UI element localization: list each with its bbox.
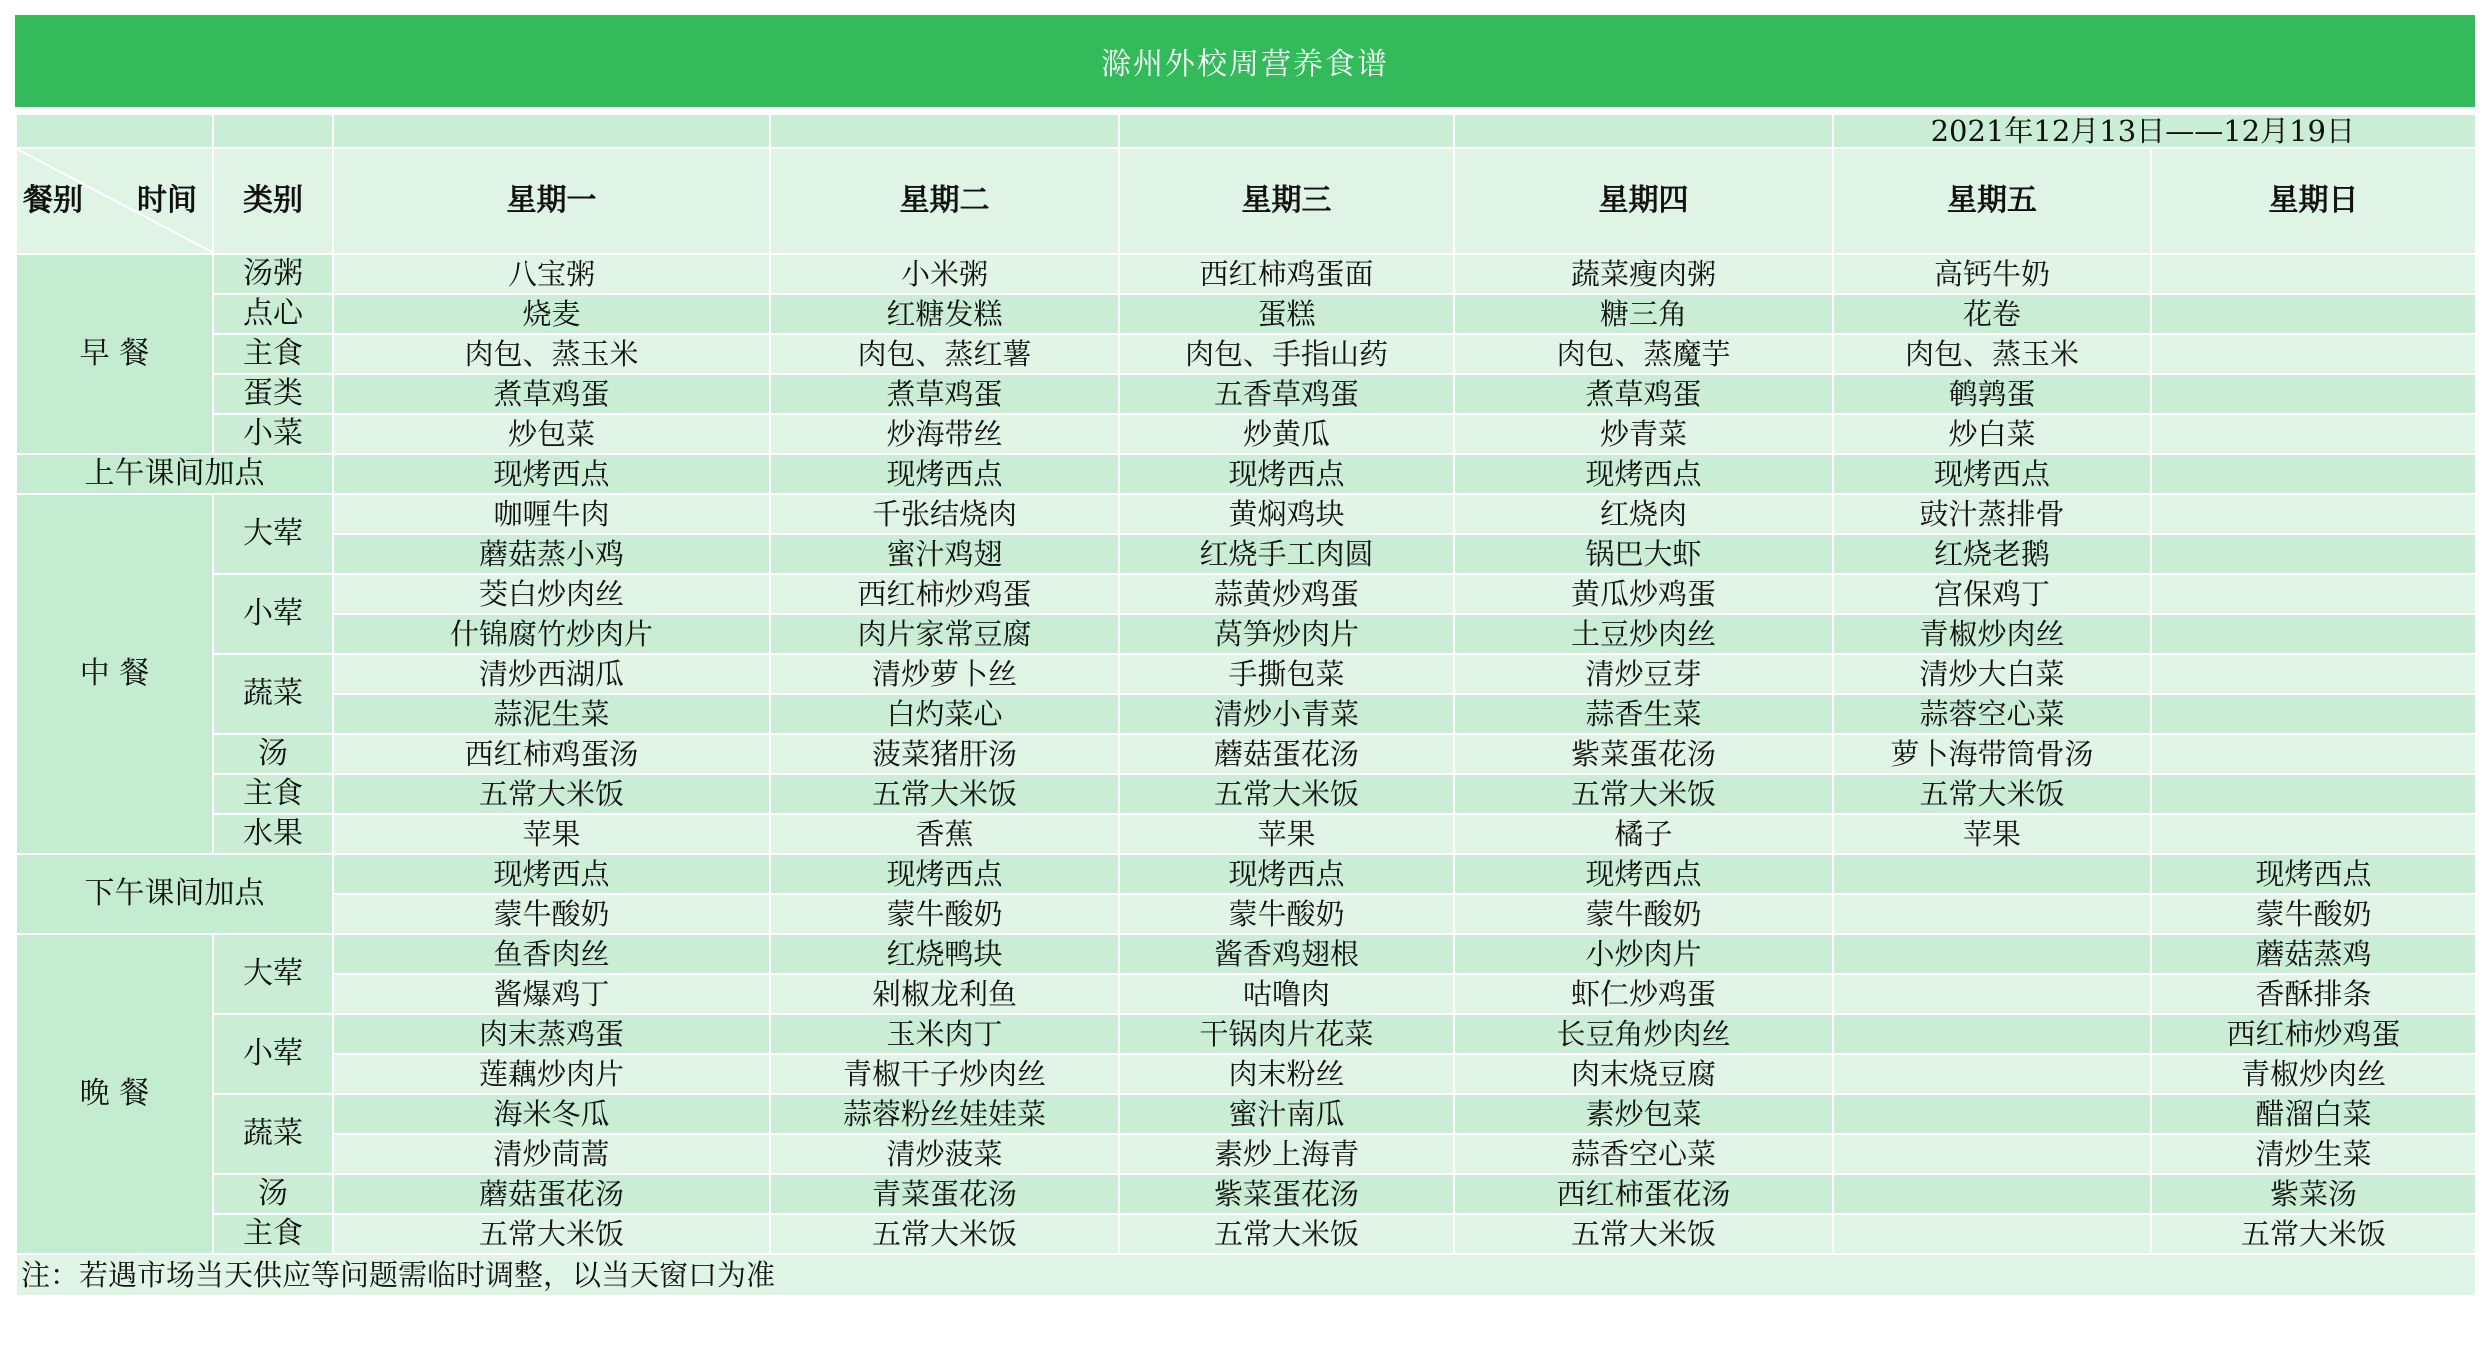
menu-cell: 肉末烧豆腐 xyxy=(1454,1054,1833,1094)
menu-cell: 清炒生菜 xyxy=(2151,1134,2476,1174)
menu-cell: 现烤西点 xyxy=(333,854,770,894)
menu-cell: 西红柿蛋花汤 xyxy=(1454,1174,1833,1214)
category-label: 蔬菜 xyxy=(213,1094,333,1174)
menu-cell xyxy=(2151,534,2476,574)
category-label: 汤 xyxy=(213,734,333,774)
menu-cell: 五常大米饭 xyxy=(1119,1214,1454,1254)
menu-cell: 清炒茼蒿 xyxy=(333,1134,770,1174)
menu-cell: 黄瓜炒鸡蛋 xyxy=(1454,574,1833,614)
menu-cell: 现烤西点 xyxy=(2151,854,2476,894)
menu-cell xyxy=(2151,734,2476,774)
menu-row xyxy=(16,894,2476,934)
menu-row xyxy=(16,734,2476,774)
menu-cell xyxy=(2151,414,2476,454)
menu-cell: 现烤西点 xyxy=(770,854,1119,894)
menu-cell: 土豆炒肉丝 xyxy=(1454,614,1833,654)
menu-cell: 清炒萝卜丝 xyxy=(770,654,1119,694)
day-header: 星期四 xyxy=(1454,148,1833,254)
menu-cell: 茭白炒肉丝 xyxy=(333,574,770,614)
menu-cell: 炒黄瓜 xyxy=(1119,414,1454,454)
category-label: 小荤 xyxy=(213,574,333,654)
menu-cell: 五常大米饭 xyxy=(1119,774,1454,814)
menu-row xyxy=(16,854,2476,894)
menu-row xyxy=(16,1174,2476,1214)
category-label: 大荤 xyxy=(213,934,333,1014)
menu-cell: 红烧老鹅 xyxy=(1833,534,2151,574)
category-label: 主食 xyxy=(213,334,333,374)
menu-cell: 紫菜汤 xyxy=(2151,1174,2476,1214)
category-label: 汤 xyxy=(213,1174,333,1214)
menu-row xyxy=(16,654,2476,694)
menu-cell: 蒜香生菜 xyxy=(1454,694,1833,734)
menu-cell: 肉包、蒸红薯 xyxy=(770,334,1119,374)
menu-cell: 煮草鸡蛋 xyxy=(1454,374,1833,414)
menu-cell xyxy=(2151,774,2476,814)
menu-cell: 蔬菜瘦肉粥 xyxy=(1454,254,1833,294)
menu-cell xyxy=(1833,1014,2151,1054)
day-header: 星期二 xyxy=(770,148,1119,254)
menu-cell: 红烧肉 xyxy=(1454,494,1833,534)
menu-cell xyxy=(2151,254,2476,294)
menu-cell: 千张结烧肉 xyxy=(770,494,1119,534)
menu-cell: 虾仁炒鸡蛋 xyxy=(1454,974,1833,1014)
menu-cell: 糖三角 xyxy=(1454,294,1833,334)
header-row xyxy=(16,148,2476,254)
menu-cell xyxy=(1833,854,2151,894)
menu-cell: 苹果 xyxy=(1833,814,2151,854)
section-breakfast: 早 餐 xyxy=(16,254,213,454)
menu-cell: 肉包、蒸玉米 xyxy=(333,334,770,374)
menu-cell: 蛋糕 xyxy=(1119,294,1454,334)
menu-row xyxy=(16,694,2476,734)
menu-cell: 五常大米饭 xyxy=(1454,774,1833,814)
menu-cell: 五常大米饭 xyxy=(1833,774,2151,814)
menu-cell: 咖喱牛肉 xyxy=(333,494,770,534)
menu-cell xyxy=(1833,1174,2151,1214)
menu-row xyxy=(16,974,2476,1014)
menu-cell: 现烤西点 xyxy=(1119,454,1454,494)
menu-cell: 炒包菜 xyxy=(333,414,770,454)
menu-cell: 八宝粥 xyxy=(333,254,770,294)
menu-cell: 豉汁蒸排骨 xyxy=(1833,494,2151,534)
menu-cell: 手撕包菜 xyxy=(1119,654,1454,694)
menu-cell xyxy=(2151,374,2476,414)
note-row xyxy=(16,1254,2476,1296)
menu-row xyxy=(16,494,2476,534)
menu-cell: 青椒炒肉丝 xyxy=(1833,614,2151,654)
menu-cell: 现烤西点 xyxy=(1119,854,1454,894)
menu-cell: 宫保鸡丁 xyxy=(1833,574,2151,614)
day-header: 星期五 xyxy=(1833,148,2151,254)
time-label: 时间 xyxy=(137,183,197,218)
menu-cell: 五常大米饭 xyxy=(770,1214,1119,1254)
menu-cell: 肉末粉丝 xyxy=(1119,1054,1454,1094)
section-am-snack: 上午课间加点 xyxy=(16,454,333,494)
section-pm-snack: 下午课间加点 xyxy=(16,854,333,934)
menu-cell: 烧麦 xyxy=(333,294,770,334)
category-label: 汤粥 xyxy=(213,254,333,294)
menu-cell: 蒜蓉粉丝娃娃菜 xyxy=(770,1094,1119,1134)
menu-cell: 干锅肉片花菜 xyxy=(1119,1014,1454,1054)
menu-cell xyxy=(2151,334,2476,374)
menu-cell: 蒙牛酸奶 xyxy=(1119,894,1454,934)
category-label: 小荤 xyxy=(213,1014,333,1094)
menu-cell: 现烤西点 xyxy=(333,454,770,494)
menu-cell xyxy=(1833,1054,2151,1094)
menu-cell: 五常大米饭 xyxy=(333,774,770,814)
menu-row xyxy=(16,934,2476,974)
menu-cell: 醋溜白菜 xyxy=(2151,1094,2476,1134)
menu-cell: 现烤西点 xyxy=(1833,454,2151,494)
day-header: 星期一 xyxy=(333,148,770,254)
menu-cell: 橘子 xyxy=(1454,814,1833,854)
menu-cell: 蒜黄炒鸡蛋 xyxy=(1119,574,1454,614)
footnote: 注：若遇市场当天供应等问题需临时调整，以当天窗口为准 xyxy=(16,1254,2476,1296)
meal-label: 餐别 xyxy=(23,183,83,218)
menu-cell xyxy=(2151,694,2476,734)
menu-cell: 煮草鸡蛋 xyxy=(770,374,1119,414)
category-label: 蔬菜 xyxy=(213,654,333,734)
menu-cell: 五常大米饭 xyxy=(1454,1214,1833,1254)
menu-row xyxy=(16,534,2476,574)
menu-cell: 蒙牛酸奶 xyxy=(2151,894,2476,934)
menu-cell: 蒙牛酸奶 xyxy=(333,894,770,934)
category-label: 蛋类 xyxy=(213,374,333,414)
menu-cell: 蒜蓉空心菜 xyxy=(1833,694,2151,734)
menu-row xyxy=(16,454,2476,494)
category-label: 主食 xyxy=(213,774,333,814)
menu-row xyxy=(16,614,2476,654)
menu-cell: 炒白菜 xyxy=(1833,414,2151,454)
menu-cell: 小米粥 xyxy=(770,254,1119,294)
menu-cell: 黄焖鸡块 xyxy=(1119,494,1454,534)
menu-row xyxy=(16,1014,2476,1054)
menu-cell: 鱼香肉丝 xyxy=(333,934,770,974)
day-header: 星期日 xyxy=(2151,148,2476,254)
menu-cell: 剁椒龙利鱼 xyxy=(770,974,1119,1014)
menu-cell: 炒青菜 xyxy=(1454,414,1833,454)
menu-row xyxy=(16,374,2476,414)
menu-cell: 蘑菇蛋花汤 xyxy=(1119,734,1454,774)
category-label: 小菜 xyxy=(213,414,333,454)
category-label: 水果 xyxy=(213,814,333,854)
menu-cell: 西红柿鸡蛋汤 xyxy=(333,734,770,774)
menu-cell xyxy=(1833,1094,2151,1134)
menu-cell: 素炒上海青 xyxy=(1119,1134,1454,1174)
date-row xyxy=(16,114,2476,148)
menu-cell: 清炒西湖瓜 xyxy=(333,654,770,694)
menu-cell: 炒海带丝 xyxy=(770,414,1119,454)
date-range: 2021年12月13日——12月19日 xyxy=(1833,114,2476,148)
menu-cell: 现烤西点 xyxy=(1454,454,1833,494)
menu-cell: 肉末蒸鸡蛋 xyxy=(333,1014,770,1054)
category-label: 大荤 xyxy=(213,494,333,574)
menu-cell: 小炒肉片 xyxy=(1454,934,1833,974)
menu-cell xyxy=(1833,1214,2151,1254)
menu-cell: 香酥排条 xyxy=(2151,974,2476,1014)
menu-cell: 肉包、手指山药 xyxy=(1119,334,1454,374)
menu-cell: 青椒干子炒肉丝 xyxy=(770,1054,1119,1094)
menu-cell xyxy=(2151,614,2476,654)
menu-cell: 苹果 xyxy=(333,814,770,854)
menu-row xyxy=(16,1134,2476,1174)
menu-cell: 五常大米饭 xyxy=(333,1214,770,1254)
menu-cell: 鹌鹑蛋 xyxy=(1833,374,2151,414)
day-header: 星期三 xyxy=(1119,148,1454,254)
menu-cell: 海米冬瓜 xyxy=(333,1094,770,1134)
menu-cell: 现烤西点 xyxy=(770,454,1119,494)
menu-row xyxy=(16,1094,2476,1134)
menu-cell: 青椒炒肉丝 xyxy=(2151,1054,2476,1094)
category-label: 主食 xyxy=(213,1214,333,1254)
menu-cell: 蒜香空心菜 xyxy=(1454,1134,1833,1174)
menu-cell: 红烧手工肉圆 xyxy=(1119,534,1454,574)
menu-cell: 玉米肉丁 xyxy=(770,1014,1119,1054)
menu-cell xyxy=(2151,454,2476,494)
section-dinner: 晚 餐 xyxy=(16,934,213,1254)
menu-cell: 酱香鸡翅根 xyxy=(1119,934,1454,974)
menu-row xyxy=(16,254,2476,294)
menu-cell: 莴笋炒肉片 xyxy=(1119,614,1454,654)
menu-cell: 紫菜蛋花汤 xyxy=(1119,1174,1454,1214)
menu-cell: 五常大米饭 xyxy=(2151,1214,2476,1254)
menu-cell: 蘑菇蛋花汤 xyxy=(333,1174,770,1214)
menu-cell: 蘑菇蒸鸡 xyxy=(2151,934,2476,974)
menu-cell xyxy=(2151,654,2476,694)
menu-cell: 酱爆鸡丁 xyxy=(333,974,770,1014)
menu-cell xyxy=(2151,494,2476,534)
menu-cell: 菠菜猪肝汤 xyxy=(770,734,1119,774)
meal-time-header xyxy=(16,148,213,254)
menu-cell: 蜜汁鸡翅 xyxy=(770,534,1119,574)
menu-cell: 青菜蛋花汤 xyxy=(770,1174,1119,1214)
menu-cell xyxy=(1833,934,2151,974)
menu-cell: 西红柿炒鸡蛋 xyxy=(2151,1014,2476,1054)
menu-cell: 蜜汁南瓜 xyxy=(1119,1094,1454,1134)
menu-cell: 红糖发糕 xyxy=(770,294,1119,334)
menu-cell: 清炒豆芽 xyxy=(1454,654,1833,694)
menu-cell: 素炒包菜 xyxy=(1454,1094,1833,1134)
menu-row xyxy=(16,334,2476,374)
menu-cell: 苹果 xyxy=(1119,814,1454,854)
menu-cell xyxy=(1833,974,2151,1014)
section-lunch: 中 餐 xyxy=(16,494,213,854)
menu-cell: 清炒大白菜 xyxy=(1833,654,2151,694)
menu-cell: 香蕉 xyxy=(770,814,1119,854)
menu-cell: 紫菜蛋花汤 xyxy=(1454,734,1833,774)
menu-cell: 白灼菜心 xyxy=(770,694,1119,734)
menu-cell: 萝卜海带筒骨汤 xyxy=(1833,734,2151,774)
menu-cell: 蒜泥生菜 xyxy=(333,694,770,734)
menu-cell xyxy=(1833,1134,2151,1174)
menu-row xyxy=(16,1214,2476,1254)
menu-sheet xyxy=(15,15,2475,1297)
menu-row xyxy=(16,414,2476,454)
menu-cell: 肉片家常豆腐 xyxy=(770,614,1119,654)
menu-cell: 高钙牛奶 xyxy=(1833,254,2151,294)
menu-cell: 现烤西点 xyxy=(1454,854,1833,894)
menu-cell: 清炒菠菜 xyxy=(770,1134,1119,1174)
menu-cell: 五常大米饭 xyxy=(770,774,1119,814)
category-label: 点心 xyxy=(213,294,333,334)
menu-cell: 肉包、蒸玉米 xyxy=(1833,334,2151,374)
menu-row xyxy=(16,774,2476,814)
menu-cell: 红烧鸭块 xyxy=(770,934,1119,974)
menu-cell: 蒙牛酸奶 xyxy=(1454,894,1833,934)
menu-cell: 西红柿炒鸡蛋 xyxy=(770,574,1119,614)
menu-cell: 五香草鸡蛋 xyxy=(1119,374,1454,414)
menu-cell: 蘑菇蒸小鸡 xyxy=(333,534,770,574)
menu-cell: 煮草鸡蛋 xyxy=(333,374,770,414)
menu-cell: 锅巴大虾 xyxy=(1454,534,1833,574)
menu-cell xyxy=(1833,894,2151,934)
menu-cell: 蒙牛酸奶 xyxy=(770,894,1119,934)
menu-cell: 长豆角炒肉丝 xyxy=(1454,1014,1833,1054)
menu-cell: 花卷 xyxy=(1833,294,2151,334)
menu-cell xyxy=(2151,294,2476,334)
menu-cell: 什锦腐竹炒肉片 xyxy=(333,614,770,654)
menu-row xyxy=(16,1054,2476,1094)
menu-row xyxy=(16,574,2476,614)
menu-cell: 西红柿鸡蛋面 xyxy=(1119,254,1454,294)
menu-cell xyxy=(2151,814,2476,854)
menu-cell: 咕噜肉 xyxy=(1119,974,1454,1014)
menu-cell: 莲藕炒肉片 xyxy=(333,1054,770,1094)
menu-row xyxy=(16,814,2476,854)
category-header: 类别 xyxy=(213,148,333,254)
menu-cell: 清炒小青菜 xyxy=(1119,694,1454,734)
menu-table xyxy=(15,113,2477,1297)
menu-row xyxy=(16,294,2476,334)
menu-cell: 肉包、蒸魔芋 xyxy=(1454,334,1833,374)
menu-cell xyxy=(2151,574,2476,614)
sheet-title: 滁州外校周营养食谱 xyxy=(15,15,2475,113)
